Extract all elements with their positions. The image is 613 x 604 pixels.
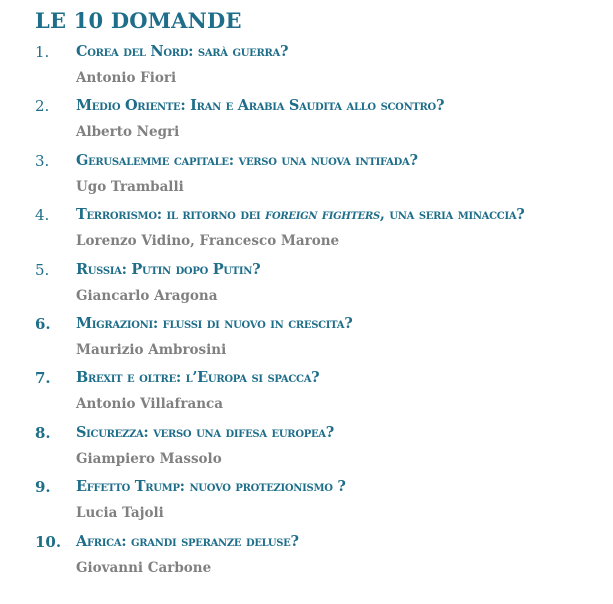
item-author: Giovanni Carbone bbox=[76, 559, 212, 576]
item-number: 1. bbox=[35, 43, 50, 61]
item-title: Corea del Nord: sarà guerra? bbox=[76, 43, 289, 60]
item-number: 6. bbox=[35, 314, 51, 333]
item-author: Lucia Tajoli bbox=[76, 505, 164, 522]
item-title: Brexit e oltre: l’Europa si spacca? bbox=[76, 369, 320, 387]
list-item bbox=[0, 43, 613, 97]
item-title: Effetto Trump: nuovo protezionismo ? bbox=[76, 478, 346, 496]
page-title: LE 10 DOMANDE bbox=[35, 8, 242, 33]
list-item bbox=[0, 478, 613, 532]
item-author: Lorenzo Vidino, Francesco Marone bbox=[76, 233, 340, 250]
list-item bbox=[0, 369, 613, 423]
item-title: Sicurezza: verso una difesa europea? bbox=[76, 423, 334, 441]
item-author: Giancarlo Aragona bbox=[76, 287, 218, 304]
item-title: Migrazioni: flussi di nuovo in crescita? bbox=[76, 314, 353, 332]
list-item bbox=[0, 206, 613, 260]
item-title: Africa: grandi speranze deluse? bbox=[76, 532, 299, 550]
item-author: Ugo Tramballi bbox=[76, 178, 184, 195]
list-item bbox=[0, 315, 613, 369]
list-item bbox=[0, 424, 613, 478]
item-title bbox=[76, 206, 525, 223]
item-number: 3. bbox=[35, 151, 50, 170]
item-number: 10. bbox=[35, 532, 62, 551]
item-author: Giampiero Massolo bbox=[76, 450, 222, 467]
list-item bbox=[0, 533, 613, 587]
item-author: Maurizio Ambrosini bbox=[76, 341, 227, 358]
item-author: Alberto Negri bbox=[76, 124, 180, 141]
item-number: 2. bbox=[35, 97, 50, 116]
list-item bbox=[0, 261, 613, 315]
item-title: Russia: Putin dopo Putin? bbox=[76, 260, 261, 278]
item-author: Antonio Fiori bbox=[76, 70, 177, 86]
list-item bbox=[0, 152, 613, 206]
item-number: 9. bbox=[35, 478, 51, 497]
item-title: Medio Oriente: Iran e Arabia Saudita allo scontro? bbox=[76, 97, 445, 115]
title-part: , una seria minaccia? bbox=[379, 206, 525, 224]
item-author: Antonio Villafranca bbox=[76, 396, 223, 413]
item-number: 4. bbox=[35, 206, 50, 225]
item-number: 5. bbox=[35, 260, 50, 279]
item-number: 8. bbox=[35, 423, 51, 442]
item-number: 7. bbox=[35, 369, 51, 388]
list-item bbox=[0, 97, 613, 151]
title-italic: foreign fighters bbox=[265, 206, 380, 224]
item-title: Gerusalemme capitale: verso una nuova intifada? bbox=[76, 151, 418, 169]
title-part: Terrorismo: il ritorno dei bbox=[76, 206, 266, 224]
questions-list bbox=[0, 43, 613, 587]
